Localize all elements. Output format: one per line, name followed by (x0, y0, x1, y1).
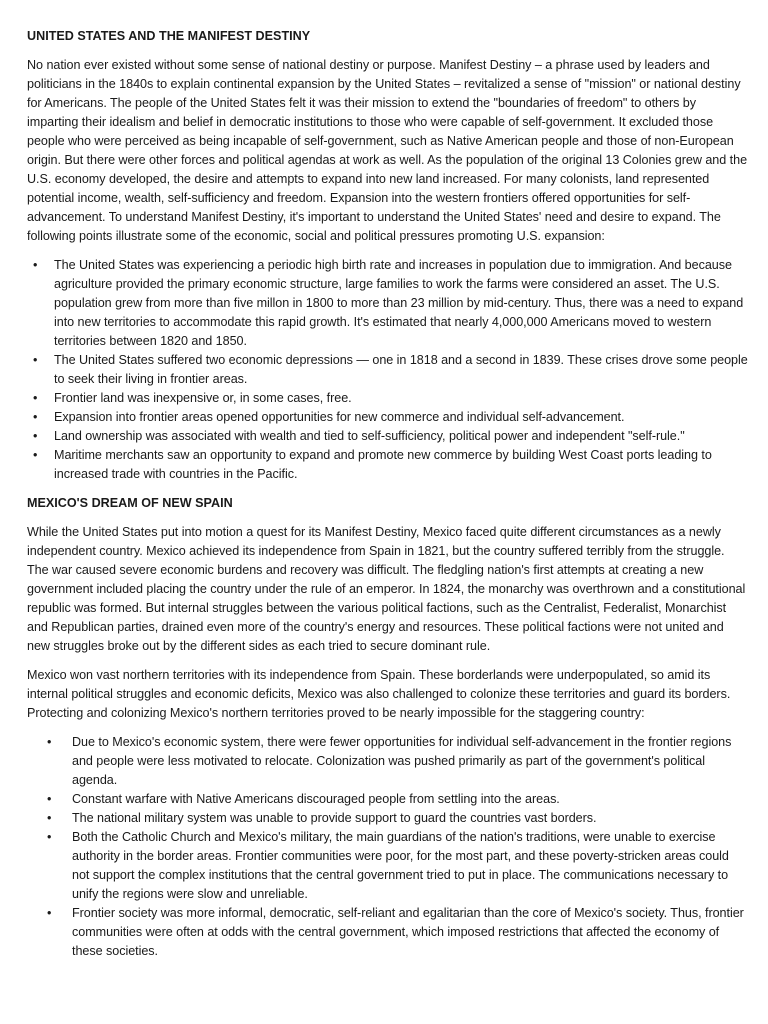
bullet-list-us-expansion (27, 256, 749, 484)
document-page (27, 27, 749, 971)
list-item (27, 790, 749, 809)
list-item-text: Frontier land was inexpensive or, in some cases, free. (54, 391, 352, 405)
list-item-text: The United States was experiencing a periodic high birth rate and increases in population due to immigration. And because agriculture provided the primary economic structure, large families to work the farms were considered an asset. The U.S. population grew from more than five millon in 1800 to more than 23 million by mid-century. Thus, there was a need to expand into new territories to accommodate this rapid growth. It's estimated that nearly 4,000,000 Americans moved to western territories between 1820 and 1850. (54, 258, 744, 348)
list-item (27, 408, 749, 427)
list-item-text: Land ownership was associated with wealth and tied to self-sufficiency, political power and independent "self-rule." (54, 429, 685, 443)
list-item-text: Maritime merchants saw an opportunity to expand and promote new commerce by building West Coast ports leading to increased trade with countries in the Pacific. (54, 448, 712, 481)
list-item-text: Expansion into frontier areas opened opportunities for new commerce and individual self-advancement. (54, 410, 625, 424)
bullet-icon: • (47, 735, 52, 749)
section-heading-manifest-destiny: UNITED STATES AND THE MANIFEST DESTINY (27, 29, 311, 43)
list-item-text: Frontier society was more informal, democratic, self-reliant and egalitarian than the core of Mexico's society. Thus, frontier communities were often at odds with the central government, which imposed restrictions that affected the economy of these societies. (72, 906, 744, 958)
bullet-icon: • (33, 353, 38, 367)
list-item (27, 389, 749, 408)
list-item (27, 351, 749, 389)
list-item-text: The national military system was unable to provide support to guard the countries vast borders. (72, 811, 597, 825)
list-item-text: Constant warfare with Native Americans discouraged people from settling into the areas. (72, 792, 560, 806)
list-item (27, 427, 749, 446)
list-item (27, 809, 749, 828)
bullet-icon: • (33, 391, 38, 405)
list-item-text: The United States suffered two economic depressions — one in 1818 and a second in 1839. These crises drove some people to seek their living in frontier areas. (54, 353, 748, 386)
list-item (27, 446, 749, 484)
list-item (27, 256, 749, 351)
bullet-icon: • (33, 448, 38, 462)
list-item-text: Due to Mexico's economic system, there were fewer opportunities for individual self-advancement in the frontier regions and people were less motivated to relocate. Colonization was pushed primarily as part of the government's political agenda. (72, 735, 732, 787)
paragraph-manifest-destiny-intro: No nation ever existed without some sense of national destiny or purpose. Manifest Destiny – a phrase used by leaders and politicians in the 1840s to explain continental expansion by the United States – revitalized a sense of "mission" or national destiny for Americans. The people of the United States felt it was their mission to extend the "boundaries of freedom" to others by imparting their idealism and belief in democratic institutions to those who were capable of self-government. It excluded those people who were perceived as being incapable of self-government, such as Native American people and those of non-European origin. But there were other forces and political agendas at work as well. As the population of the original 13 Colonies grew and the U.S. economy developed, the desire and attempts to expand into new land increased. For many colonists, land represented potential income, wealth, self-sufficiency and freedom. Expansion into the western frontiers offered opportunities for self-advancement. To understand Manifest Destiny, it's important to understand the United States' need and desire to expand. The following points illustrate some of the economic, social and political pressures promoting U.S. expansion: (27, 58, 748, 243)
bullet-icon: • (47, 792, 52, 806)
bullet-icon: • (47, 830, 52, 844)
bullet-icon: • (47, 811, 52, 825)
section-heading-new-spain: MEXICO'S DREAM OF NEW SPAIN (27, 496, 233, 510)
bullet-icon: • (33, 429, 38, 443)
bullet-icon: • (47, 906, 52, 920)
bullet-icon: • (33, 258, 38, 272)
list-item (27, 904, 749, 961)
bullet-icon: • (33, 410, 38, 424)
paragraph-mexico-independence: While the United States put into motion a quest for its Manifest Destiny, Mexico faced quite different circumstances as a newly independent country. Mexico achieved its independence from Spain in 1821, but the country suffered terribly from the struggle. The war caused severe economic burdens and recovery was difficult. The fledgling nation's first attempts at creating a new government included placing the country under the rule of an emperor. In 1824, the monarchy was overthrown and a constitutional republic was formed. But internal struggles between the various political factions, such as the Centralist, Federalist, Monarchist and Republican parties, drained even more of the country's energy and resources. These political factions were not united and new struggles broke out by the different sides as each tried to secure dominant rule. (27, 525, 746, 653)
list-item (27, 828, 749, 904)
list-item-text: Both the Catholic Church and Mexico's military, the main guardians of the nation's traditions, were unable to exercise authority in the border areas. Frontier communities were poor, for the most part, and these poverty-stricken areas could not support the complex institutions that the central government tried to put in place. The communications necessary to unify the regions were slow and unreliable. (72, 830, 729, 901)
bullet-list-mexico-challenges (27, 733, 749, 961)
paragraph-mexico-territories: Mexico won vast northern territories with its independence from Spain. These borderlands were underpopulated, so amid its internal political struggles and economic deficits, Mexico was also challenged to colonize these territories and guard its borders. Protecting and colonizing Mexico's northern territories proved to be nearly impossible for the staggering country: (27, 668, 731, 720)
list-item (27, 733, 749, 790)
